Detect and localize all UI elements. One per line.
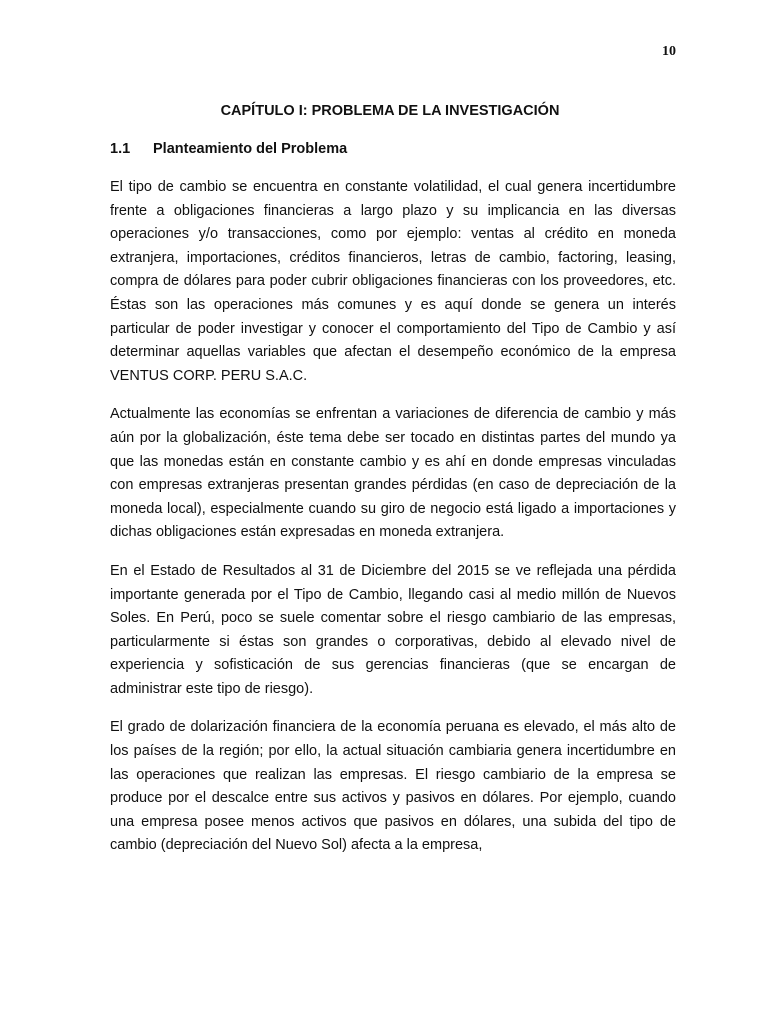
paragraph-4: El grado de dolarización financiera de la economía peruana es elevado, el más alto de los países de la región; por ello, la actual situación cambiaria genera incertidumbre en las operaciones que realizan las empresas. El riesgo cambiario de la empresa se produce por el descalce entre sus activos y pasivos en dólares. Por ejemplo, cuando una empresa posee menos activos que pasivos en dólares, una subida del tipo de cambio (depreciación del Nuevo Sol) afecta a la empresa, xyxy=(110,719,676,854)
section-title: Planteamiento del Problema xyxy=(153,141,348,157)
section-number: 1.1 xyxy=(110,141,131,157)
body-text xyxy=(110,176,676,873)
paragraph-3: En el Estado de Resultados al 31 de Diciembre del 2015 se ve reflejada una pérdida importante generada por el Tipo de Cambio, llegando casi al medio millón de Nuevos Soles. En Perú, poco se suele comentar sobre el riesgo cambiario de las empresas, particularmente si éstas son grandes o corporativas, debido al elevado nivel de experiencia y sofisticación de sus gerencias financieras (que se encargan de administrar este tipo de riesgo). xyxy=(110,562,676,697)
chapter-title: CAPÍTULO I: PROBLEMA DE LA INVESTIGACIÓN xyxy=(220,103,560,119)
paragraph-2: Actualmente las economías se enfrentan a variaciones de diferencia de cambio y más aún por la globalización, éste tema debe ser tocado en distintas partes del mundo ya que las monedas están en constante cambio y es ahí en donde empresas vinculadas con empresas extranjeras presentan grandes pérdidas (en caso de depreciación de la moneda local), especialmente cuando su giro de negocio está ligado a importaciones y dichas obligaciones están expresadas en moneda extranjera. xyxy=(110,406,676,541)
paragraph-1: El tipo de cambio se encuentra en constante volatilidad, el cual genera incertidumbre frente a obligaciones financieras a largo plazo y su implicancia en las diversas operaciones y/o transacciones, como por ejemplo: ventas al crédito en moneda extranjera, importaciones, créditos financieros, letras de cambio, factoring, leasing, compra de dólares para poder cubrir obligaciones financieras con los proveedores, etc. Éstas son las operaciones más comunes y es aquí donde se genera un interés particular de poder investigar y conocer el comportamiento del Tipo de Cambio y así determinar aquellas variables que afectan el desempeño económico de la empresa VENTUS CORP. PERU S.A.C. xyxy=(110,179,676,384)
page-number: 10 xyxy=(662,44,676,59)
section-heading xyxy=(110,141,347,157)
